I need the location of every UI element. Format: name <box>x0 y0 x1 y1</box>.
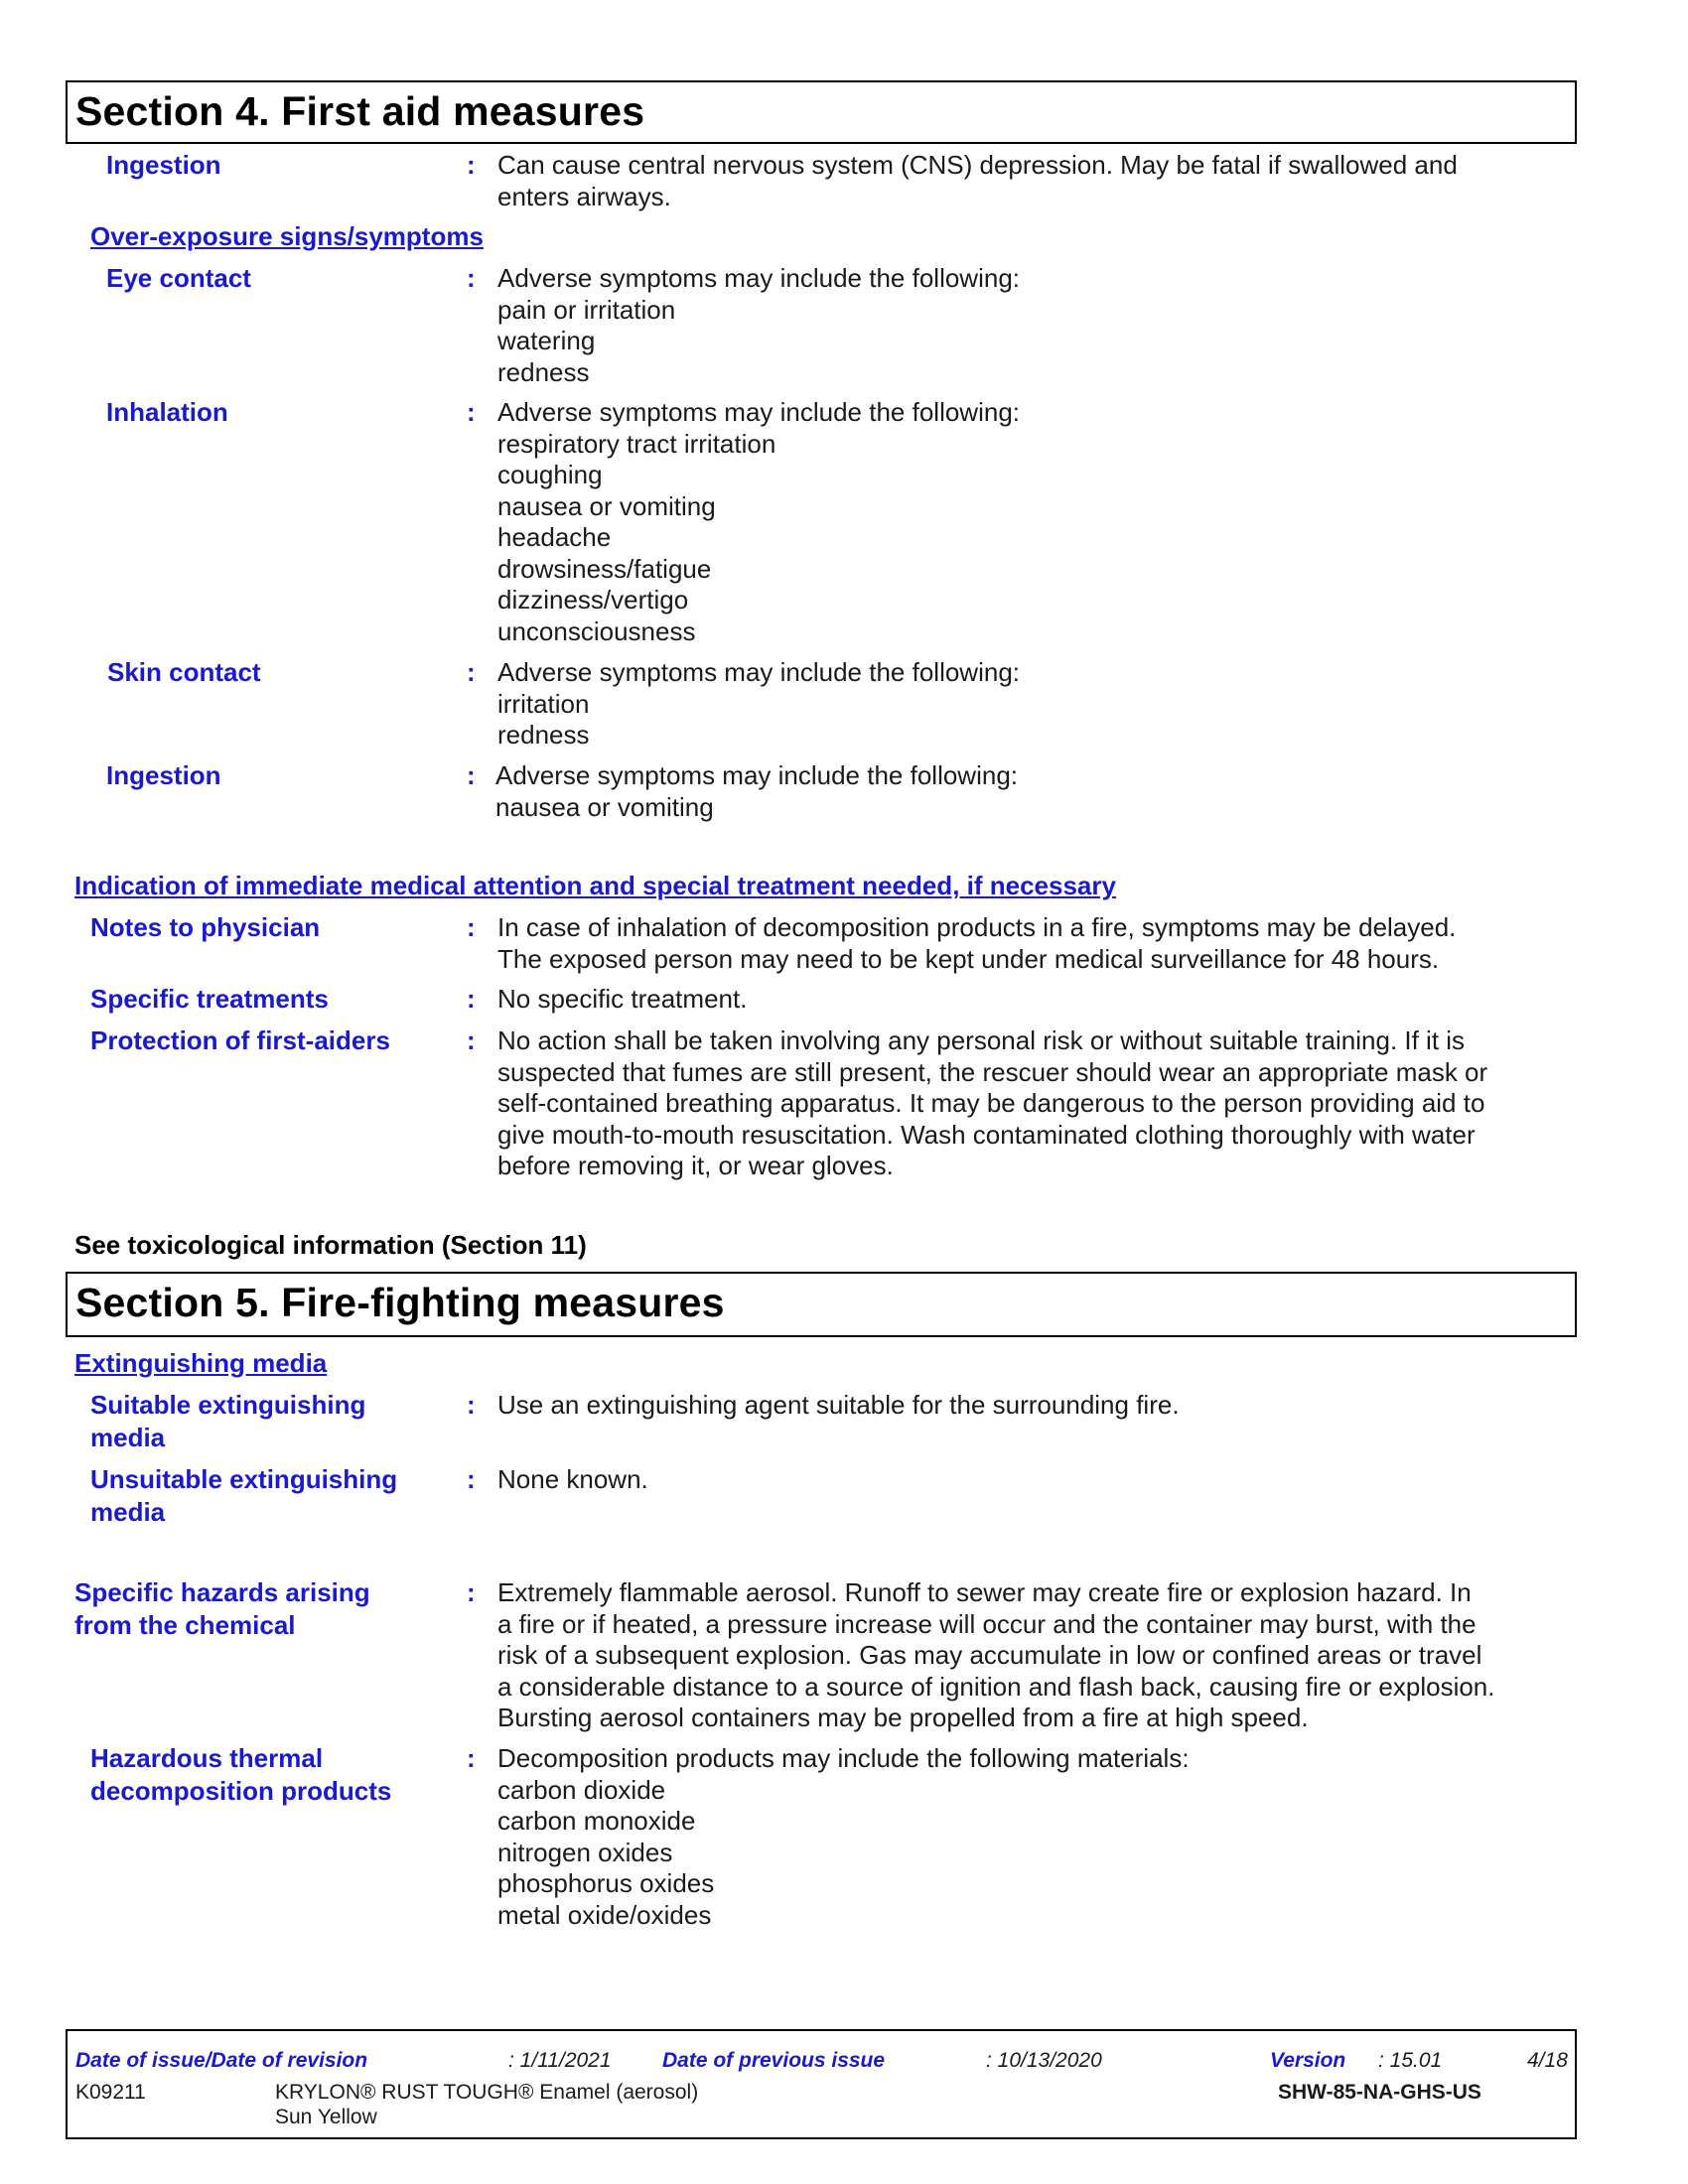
text-line: drowsiness/fatigue <box>497 553 712 584</box>
eye-contact-value <box>497 263 1570 388</box>
text-line: before removing it, or wear gloves. <box>497 1151 894 1180</box>
protection-first-aiders-label: Protection of first-aiders <box>90 1025 390 1055</box>
text-line: unconsciousness <box>497 615 696 646</box>
inhalation-label: Inhalation <box>106 397 228 427</box>
text-line: Adverse symptoms may include the following: <box>497 263 1021 293</box>
skin-contact-label: Skin contact <box>107 657 261 687</box>
text-line: redness <box>497 356 590 387</box>
suitable-extinguishing-value <box>497 1390 1570 1422</box>
inhalation-value <box>497 397 1570 647</box>
text-line: suspected that fumes are still present, the rescuer should wear an appropriate mask or <box>497 1056 1488 1087</box>
text-line: give mouth-to-mouth resuscitation. Wash contaminated clothing thoroughly with water <box>497 1119 1476 1150</box>
text-line: Can cause central nervous system (CNS) depression. May be fatal if swallowed and <box>497 150 1458 180</box>
text-line: from the chemical <box>74 1610 296 1640</box>
text-line: No action shall be taken involving any personal risk or without suitable training. If it is <box>497 1025 1466 1055</box>
colon: : <box>467 1743 476 1773</box>
version-value: : 15.01 <box>1378 2049 1443 2072</box>
ingestion-value <box>495 760 1568 823</box>
text-line: risk of a subsequent explosion. Gas may accumulate in low or confined areas or travel <box>497 1640 1482 1670</box>
text-line: Extremely flammable aerosol. Runoff to sewer may create fire or explosion hazard. In <box>497 1577 1472 1607</box>
text-line: carbon monoxide <box>497 1806 696 1836</box>
text-line: metal oxide/oxides <box>497 1899 712 1930</box>
text-line: media <box>90 1423 166 1452</box>
text-line: watering <box>497 326 596 355</box>
extinguishing-media-heading: Extinguishing media <box>74 1348 328 1378</box>
text-line: nausea or vomiting <box>497 490 716 521</box>
colon: : <box>467 397 476 427</box>
text-line: Hazardous thermal <box>90 1743 324 1773</box>
indication-heading: Indication of immediate medical attention and special treatment needed, if necessary <box>74 871 1116 900</box>
text-line: phosphorus oxides <box>497 1868 715 1898</box>
text-line: Use an extinguishing agent suitable for the surrounding fire. <box>497 1390 1180 1420</box>
text-line: Suitable extinguishing <box>90 1390 366 1420</box>
text-line: dizziness/vertigo <box>497 585 689 614</box>
text-line: nitrogen oxides <box>497 1837 673 1867</box>
text-line: nausea or vomiting <box>495 791 714 822</box>
overexposure-heading: Over-exposure signs/symptoms <box>90 221 484 251</box>
eye-contact-label: Eye contact <box>106 263 251 293</box>
colon: : <box>467 657 476 687</box>
hazardous-thermal-label <box>90 1742 391 1808</box>
text-line: No specific treatment. <box>497 984 748 1014</box>
section-5-title: Section 5. Fire-fighting measures <box>75 1280 725 1325</box>
text-line: The exposed person may need to be kept under medical surveillance for 48 hours. <box>497 943 1440 974</box>
document-id: SHW-85-NA-GHS-US <box>1278 2081 1481 2104</box>
text-line: self-contained breathing apparatus. It may be dangerous to the person providing aid to <box>497 1088 1485 1118</box>
unsuitable-extinguishing-label <box>90 1463 397 1529</box>
colon: : <box>467 1577 476 1607</box>
text-line: decomposition products <box>90 1776 392 1806</box>
text-line: headache <box>497 522 612 552</box>
text-line: Bursting aerosol containers may be propelled from a fire at high speed. <box>497 1703 1309 1732</box>
text-line: a fire or if heated, a pressure increase will occur and the container may burst, with the <box>497 1608 1477 1639</box>
product-code: K09211 <box>75 2081 146 2104</box>
colon: : <box>467 1025 476 1055</box>
text-line: carbon dioxide <box>497 1774 666 1805</box>
section-5-header <box>66 1272 1577 1337</box>
product-name: KRYLON® RUST TOUGH® Enamel (aerosol) <box>275 2081 699 2104</box>
text-line: Adverse symptoms may include the following: <box>497 397 1021 427</box>
specific-hazards-value <box>497 1577 1570 1734</box>
see-toxicological-note: See toxicological information (Section 11) <box>74 1230 587 1260</box>
text-line: In case of inhalation of decomposition products in a fire, symptoms may be delayed. <box>497 912 1457 942</box>
text-line: coughing <box>497 460 603 489</box>
notes-to-physician-value <box>497 912 1570 975</box>
text-line: respiratory tract irritation <box>497 428 776 459</box>
specific-treatments-label: Specific treatments <box>90 984 329 1014</box>
page-number: 4/18 <box>1527 2049 1568 2072</box>
colon: : <box>467 984 476 1014</box>
product-color: Sun Yellow <box>275 2106 377 2128</box>
page-footer <box>66 2029 1577 2139</box>
hazardous-thermal-value <box>497 1743 1570 1931</box>
ingestion-top-value <box>497 150 1570 212</box>
text-line: Specific hazards arising <box>74 1577 370 1607</box>
colon: : <box>467 1464 476 1494</box>
specific-hazards-label <box>74 1576 370 1642</box>
skin-contact-value <box>497 657 1570 751</box>
text-line: enters airways. <box>497 181 671 211</box>
date-prev-label: Date of previous issue <box>662 2049 886 2072</box>
section-4-header <box>66 80 1577 144</box>
text-line: Adverse symptoms may include the following: <box>495 760 1019 790</box>
text-line: Adverse symptoms may include the following: <box>497 657 1021 687</box>
text-line: Unsuitable extinguishing <box>90 1464 398 1494</box>
text-line: redness <box>497 720 590 750</box>
date-issue-value: : 1/11/2021 <box>508 2049 612 2072</box>
section-4-title: Section 4. First aid measures <box>75 88 645 134</box>
version-label: Version <box>1270 2049 1346 2072</box>
text-line: None known. <box>497 1464 648 1494</box>
colon: : <box>467 912 476 942</box>
ingestion-label: Ingestion <box>106 760 221 790</box>
date-prev-value: : 10/13/2020 <box>986 2049 1102 2072</box>
date-issue-label: Date of issue/Date of revision <box>75 2049 368 2072</box>
unsuitable-extinguishing-value <box>497 1464 1570 1496</box>
colon: : <box>467 263 476 293</box>
text-line: Decomposition products may include the following materials: <box>497 1743 1190 1773</box>
colon: : <box>467 760 476 790</box>
notes-to-physician-label: Notes to physician <box>90 912 321 942</box>
text-line: a considerable distance to a source of ignition and flash back, causing fire or explosion. <box>497 1671 1495 1702</box>
text-line: media <box>90 1497 166 1527</box>
ingestion-top-label: Ingestion <box>106 150 221 180</box>
text-line: pain or irritation <box>497 294 676 325</box>
colon: : <box>467 150 476 180</box>
colon: : <box>467 1390 476 1420</box>
text-line: irritation <box>497 688 590 719</box>
suitable-extinguishing-label <box>90 1389 365 1454</box>
specific-treatments-value <box>497 984 1570 1016</box>
protection-first-aiders-value <box>497 1025 1570 1182</box>
